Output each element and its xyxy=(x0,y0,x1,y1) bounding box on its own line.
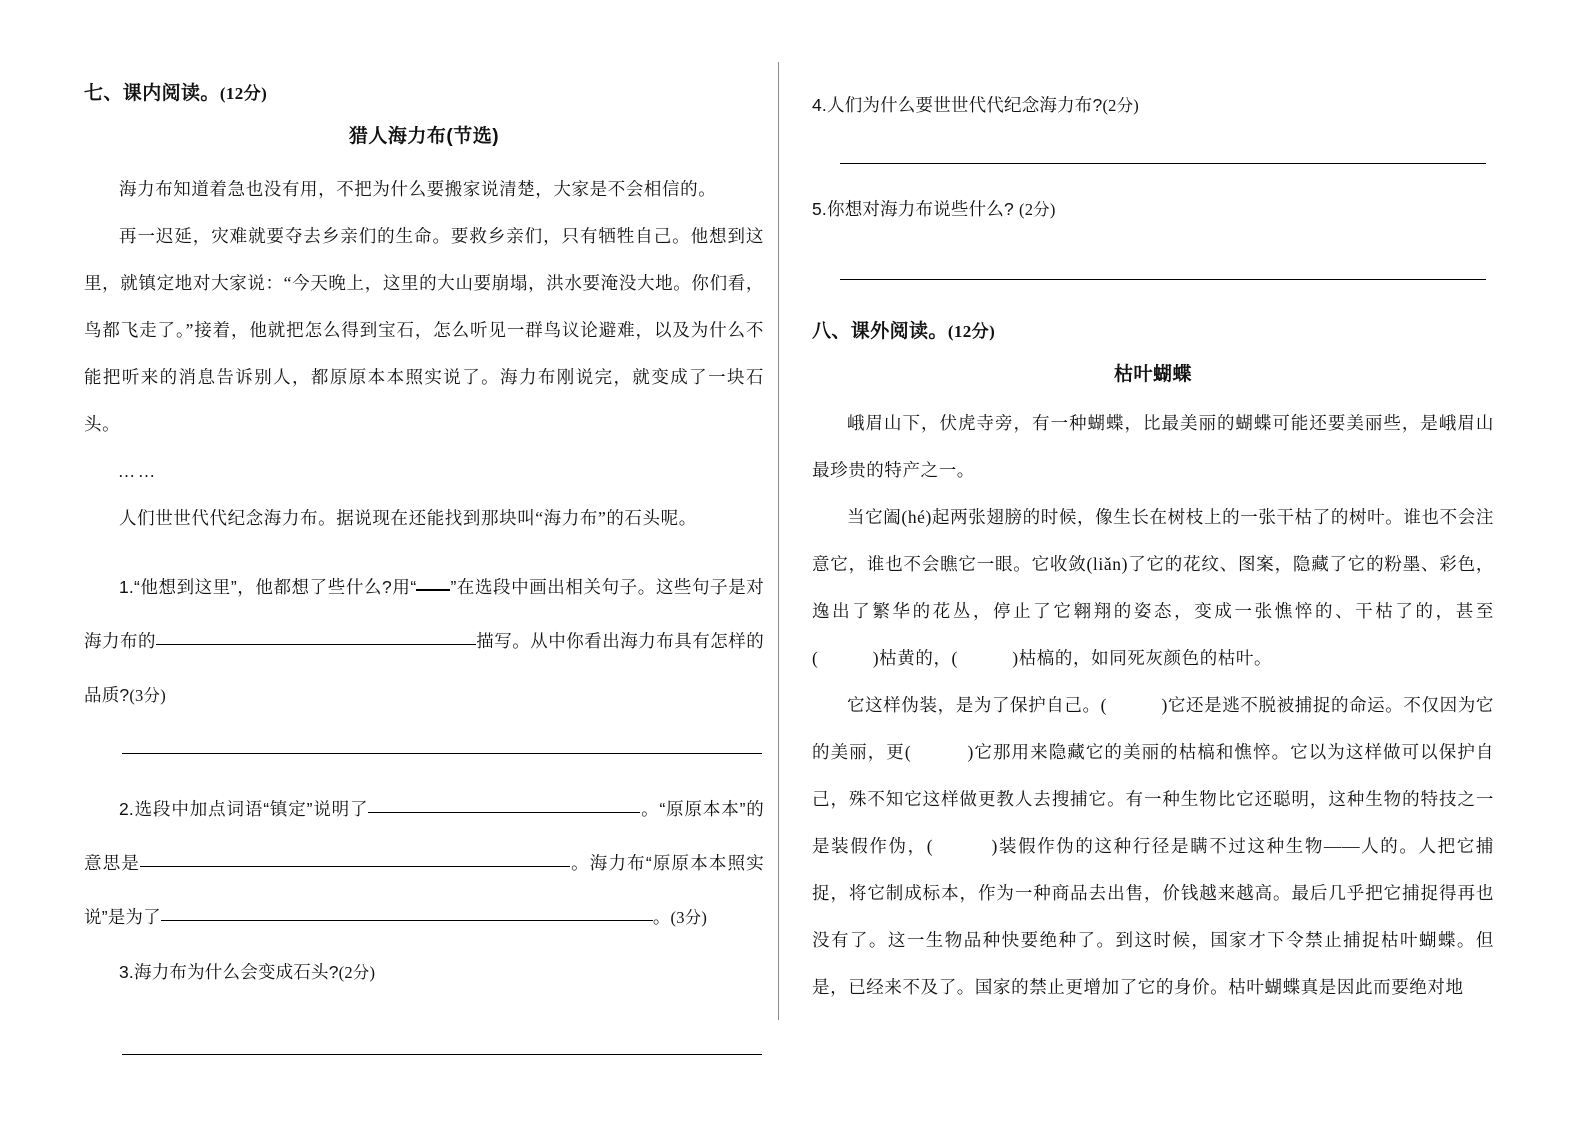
passage-paragraph: 人们世世代代纪念海力布。据说现在还能找到那块叫“海力布”的石头呢。 xyxy=(119,508,697,528)
question-2-blank-3[interactable] xyxy=(161,920,653,921)
question-1-points: (3分) xyxy=(129,686,166,705)
question-1-text-a: “他想到这里”，他都想了些什么?用“ xyxy=(134,577,417,597)
question-3-text: 海力布为什么会变成石头? xyxy=(134,962,339,982)
question-2-text-d: 。 xyxy=(652,907,671,927)
question-1 xyxy=(84,560,764,723)
section-seven-points: (12分) xyxy=(219,84,268,103)
question-5 xyxy=(812,182,1494,237)
question-2 xyxy=(84,782,764,945)
question-1-inline-rule[interactable] xyxy=(416,589,450,591)
question-2-text-c: 。海力布“原原本本照实说”是为了 xyxy=(84,853,764,927)
question-3 xyxy=(84,945,764,1000)
column-divider xyxy=(778,62,779,1020)
question-4-number: 4. xyxy=(812,95,827,115)
passage-title-kuyehudie: 枯叶蝴蝶 xyxy=(1113,364,1192,385)
passage-paragraph: 海力布知道着急也没有用，不把为什么要搬家说清楚，大家是不会相信的。 xyxy=(119,179,717,199)
section-eight-points: (12分) xyxy=(947,322,996,341)
question-3-number: 3. xyxy=(119,962,134,982)
passage-ellipsis: …… xyxy=(118,462,158,481)
left-column xyxy=(84,78,764,1055)
question-1-number: 1. xyxy=(119,577,134,597)
right-column xyxy=(812,78,1494,1011)
question-2-text-b: 。“原原本本”的意思是 xyxy=(84,799,764,873)
question-1-text-c: 描写。从中你看出海力布具有怎样的品质? xyxy=(84,631,764,705)
section-heading-seven xyxy=(84,78,764,105)
passage-paragraph: 再一迟延，灾难就要夺去乡亲们的生命。要救乡亲们，只有牺牲自己。他想到这里，就镇定地对大家说：“今天晚上，这里的大山要崩塌，洪水要淹没大地。你们看，鸟都飞走了。”接着，他就把怎么得到宝石，怎么听见一群鸟议论避难，以及为什么不能把听来的消息告诉别人，都原原本本照实说了。海力布刚说完，就变成了一块石头。 xyxy=(84,226,764,434)
question-1-text-b: ”在选段中画出相关句子。这些句子是对海力布的 xyxy=(84,577,764,651)
passage-paragraph: 当它阖(hé)起两张翅膀的时候，像生长在树枝上的一张干枯了的树叶。谁也不会注意它，谁也不会瞧它一眼。它收敛(liǎn)了它的花纹、图案，隐藏了它的粉墨、彩色，逸出了繁华的花丛，停止了它翱翔的姿态，变成一张憔悴的、干枯了的，甚至( )枯黄的，( )枯槁的，如同死灰颜色的枯叶。 xyxy=(812,507,1494,668)
passage-paragraph: 它这样伪装，是为了保护自己。( )它还是逃不脱被捕捉的命运。不仅因为它的美丽，更( )它那用来隐藏它的美丽的枯槁和憔悴。它以为这样做可以保护自己，殊不知它这样做更教人去搜捕它。有一种生物比它还聪明，这种生物的特技之一是装假作伪，( )装假作伪的这种行径是瞒不过这种生物——人的。人把它捕捉，将它制成标本，作为一种商品去出售，价钱越来越高。最后几乎把它捕捉得再也没有了。这一生物品种快要绝种了。到这时候，国家才下令禁止捕捉枯叶蝴蝶。但是，已经来不及了。国家的禁止更增加了它的身价。枯叶蝴蝶真是因此而要绝对地 xyxy=(812,695,1494,997)
question-5-points: (2分) xyxy=(1019,200,1056,219)
section-seven-label: 七、课内阅读。 xyxy=(84,83,220,104)
section-eight-label: 八、课外阅读。 xyxy=(812,321,948,342)
section-heading-eight xyxy=(812,316,1494,343)
question-4-text: 人们为什么要世世代代纪念海力布? xyxy=(827,95,1103,115)
question-4 xyxy=(812,78,1494,133)
question-5-number: 5. xyxy=(812,199,827,219)
question-5-text: 你想对海力布说些什么? xyxy=(827,199,1014,219)
question-2-points: (3分) xyxy=(670,908,708,927)
passage-title-hailibu: 猎人海力布(节选) xyxy=(348,126,500,147)
passage-body-hailibu xyxy=(84,166,764,542)
question-2-blank-1[interactable] xyxy=(368,812,640,813)
left-question-list xyxy=(84,560,764,1055)
right-question-list xyxy=(812,78,1494,280)
passage-body-kuyehudie xyxy=(812,400,1494,1011)
question-2-number: 2. xyxy=(119,799,134,819)
question-3-points: (2分) xyxy=(338,963,376,982)
question-1-blank-1[interactable] xyxy=(156,644,476,645)
question-2-blank-2[interactable] xyxy=(140,866,570,867)
question-2-text-a: 选段中加点词语“镇定”说明了 xyxy=(134,799,369,819)
passage-paragraph: 峨眉山下，伏虎寺旁，有一种蝴蝶，比最美丽的蝴蝶可能还要美丽些，是峨眉山最珍贵的特产之一。 xyxy=(812,413,1494,480)
question-3-answer-line[interactable] xyxy=(122,1054,762,1055)
question-4-points: (2分) xyxy=(1102,96,1139,115)
